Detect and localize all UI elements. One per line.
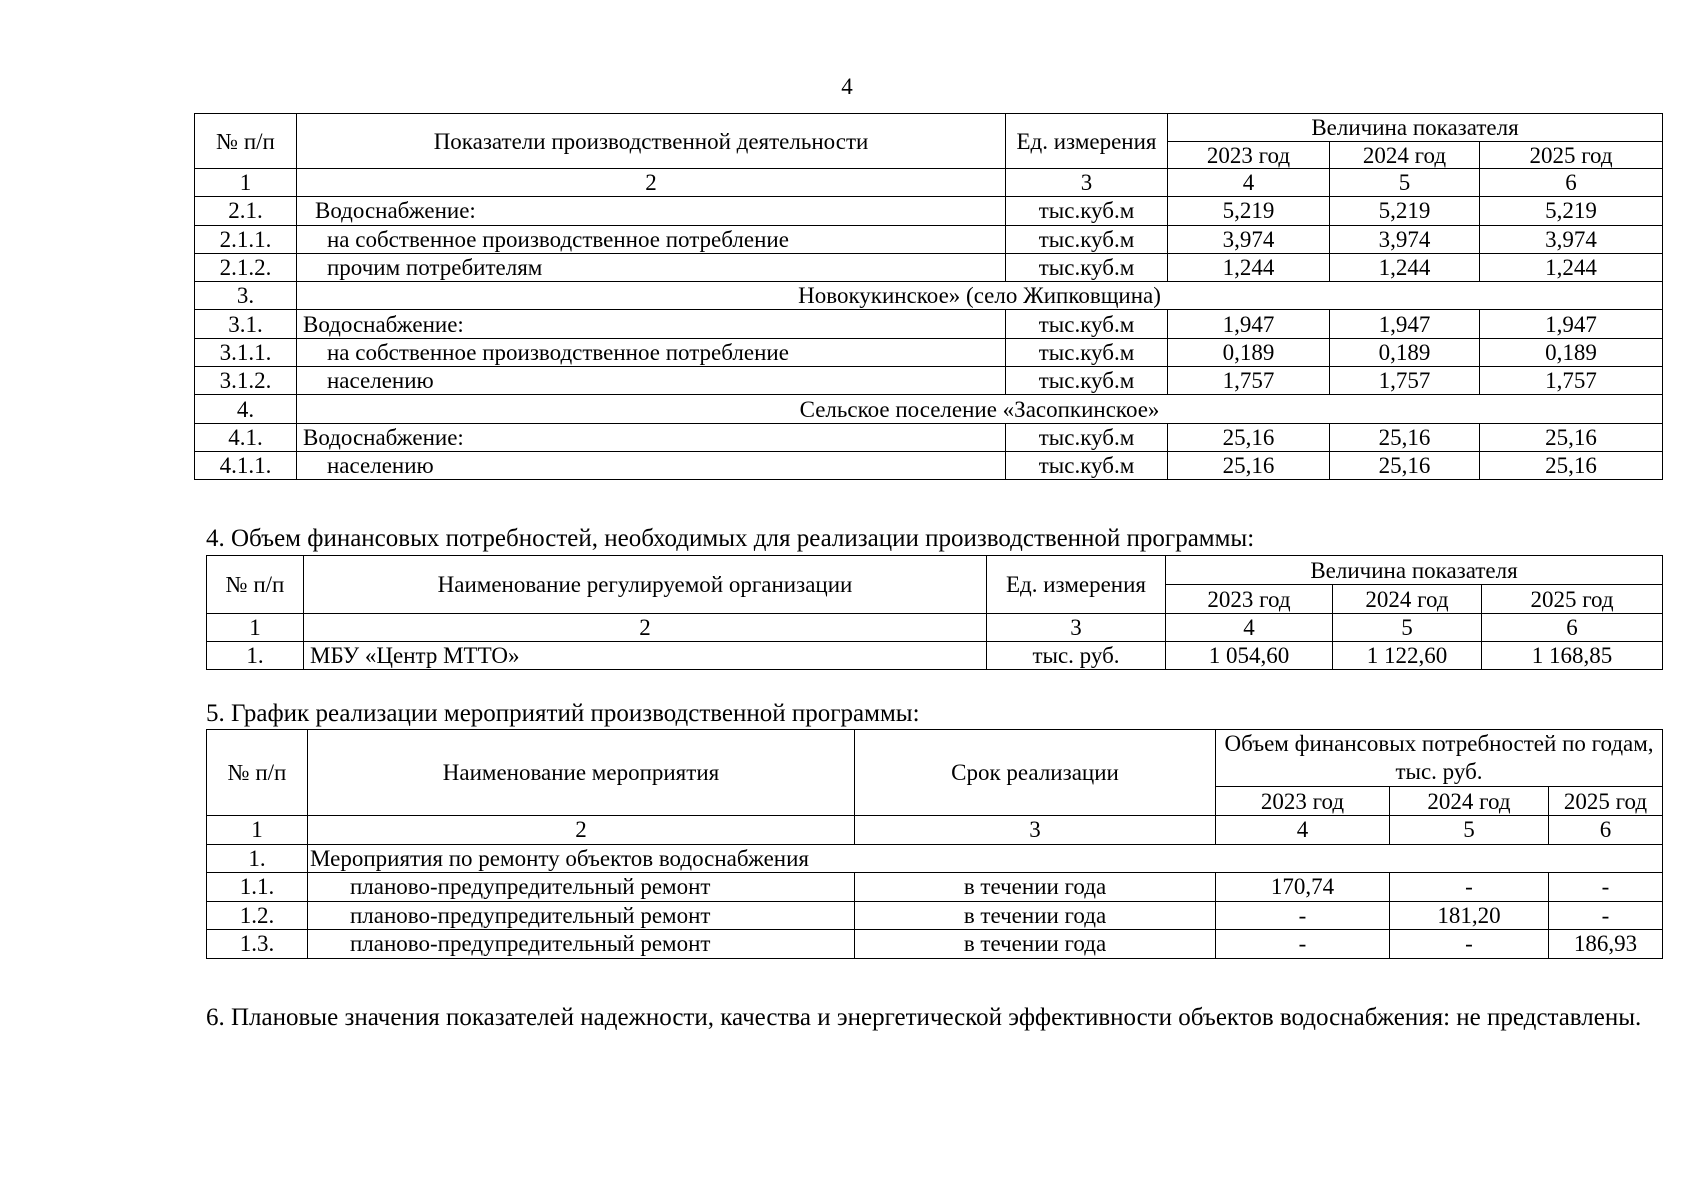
row-value-2025: 5,219 [1480,197,1663,225]
row-value-2023: 0,189 [1168,338,1330,366]
col-number: 1 [207,816,308,845]
row-value-2024: 5,219 [1330,197,1480,225]
column-number-row [207,816,1663,845]
row-unit: тыс.куб.м [1006,197,1168,225]
row-value-2025: - [1549,901,1663,930]
production-indicators-table [194,113,1663,480]
col-number: 1 [195,169,297,197]
financial-needs-table [206,555,1663,670]
header-value-group: Величина показателя [1168,114,1663,142]
table-row [207,873,1663,902]
row-unit: тыс.куб.м [1006,253,1168,281]
row-value-2025: 3,974 [1480,225,1663,253]
table-row [195,423,1663,451]
row-num: 2.1. [195,197,297,225]
schedule-table [206,729,1663,959]
table-row [207,642,1663,670]
row-value-2024: - [1390,873,1549,902]
table-row [207,930,1663,959]
row-unit: тыс.куб.м [1006,225,1168,253]
row-name: на собственное производственное потребление [297,225,1006,253]
header-org: Наименование регулируемой организации [304,556,987,614]
header-value-group: Величина показателя [1166,556,1663,585]
row-name: Водоснабжение: [297,423,1006,451]
row-unit: тыс.куб.м [1006,451,1168,479]
row-value-2025: 186,93 [1549,930,1663,959]
header-num: № п/п [207,556,304,614]
header-indicator: Показатели производственной деятельности [297,114,1006,169]
page-number: 4 [841,74,853,99]
table-row [195,338,1663,366]
header-2024: 2024 год [1330,142,1480,169]
row-value-2023: 25,16 [1168,423,1330,451]
row-value-2025: 1,947 [1480,310,1663,338]
col-number: 3 [855,816,1216,845]
col-number: 5 [1390,816,1549,845]
col-number: 3 [987,614,1166,642]
row-term: в течении года [855,873,1216,902]
row-value-2024: 25,16 [1330,423,1480,451]
row-name: планово-предупредительный ремонт [308,873,855,902]
row-num: 1.2. [207,901,308,930]
row-num: 2.1.2. [195,253,297,281]
row-value-2024: - [1390,930,1549,959]
header-unit: Ед. измерения [1006,114,1168,169]
row-unit: тыс.куб.м [1006,338,1168,366]
header-2025: 2025 год [1482,585,1663,614]
row-value-2023: 25,16 [1168,451,1330,479]
row-value-2025: 1 168,85 [1482,642,1663,670]
header-2023: 2023 год [1166,585,1333,614]
row-value-2024: 3,974 [1330,225,1480,253]
row-value-2025: 1,244 [1480,253,1663,281]
row-value-2025: 25,16 [1480,423,1663,451]
section-title: Сельское поселение «Засопкинское» [297,395,1663,423]
col-number: 2 [297,169,1006,197]
header-2023: 2023 год [1216,787,1390,816]
table-row [195,225,1663,253]
row-unit: тыс.куб.м [1006,423,1168,451]
row-value-2025: 0,189 [1480,338,1663,366]
row-value-2024: 1,244 [1330,253,1480,281]
col-number: 6 [1482,614,1663,642]
row-unit: тыс. руб. [987,642,1166,670]
row-num: 2.1.1. [195,225,297,253]
section-4-heading: 4. Объем финансовых потребностей, необходимых для реализации производственной программы: [206,525,1255,552]
row-num: 4.1.1. [195,451,297,479]
row-num: 3.1.2. [195,367,297,395]
row-name: МБУ «Центр МТТО» [304,642,987,670]
table-row [195,310,1663,338]
table-row [195,367,1663,395]
row-name: прочим потребителям [297,253,1006,281]
row-value-2023: 1,244 [1168,253,1330,281]
table-row [195,197,1663,225]
col-number: 6 [1480,169,1663,197]
row-term: в течении года [855,930,1216,959]
row-value-2024: 1,757 [1330,367,1480,395]
row-value-2025: 25,16 [1480,451,1663,479]
header-event: Наименование мероприятия [308,730,855,816]
header-2024: 2024 год [1390,787,1549,816]
row-value-2024: 1,947 [1330,310,1480,338]
col-number: 3 [1006,169,1168,197]
col-number: 6 [1549,816,1663,845]
column-number-row [207,614,1663,642]
row-name: населению [297,367,1006,395]
row-value-2023: 1,757 [1168,367,1330,395]
col-number: 5 [1333,614,1482,642]
row-name: на собственное производственное потребление [297,338,1006,366]
header-num: № п/п [195,114,297,169]
row-num: 1. [207,844,308,873]
row-name: населению [297,451,1006,479]
header-2024: 2024 год [1333,585,1482,614]
row-value-2024: 25,16 [1330,451,1480,479]
row-name: планово-предупредительный ремонт [308,930,855,959]
row-value-2025: 1,757 [1480,367,1663,395]
header-2025: 2025 год [1480,142,1663,169]
row-name: Водоснабжение: [297,197,1006,225]
section-row [195,282,1663,310]
row-value-2025: - [1549,873,1663,902]
row-value-2024: 181,20 [1390,901,1549,930]
row-num: 4.1. [195,423,297,451]
row-value-2023: 5,219 [1168,197,1330,225]
row-num: 3.1.1. [195,338,297,366]
row-value-2024: 0,189 [1330,338,1480,366]
section-row [195,395,1663,423]
row-num: 3.1. [195,310,297,338]
row-value-2023: 3,974 [1168,225,1330,253]
col-number: 4 [1216,816,1390,845]
row-num: 1. [207,642,304,670]
col-number: 5 [1330,169,1480,197]
row-value-2023: 170,74 [1216,873,1390,902]
column-number-row [195,169,1663,197]
row-term: в течении года [855,901,1216,930]
row-value-2023: 1,947 [1168,310,1330,338]
row-unit: тыс.куб.м [1006,367,1168,395]
table-row [207,901,1663,930]
row-num: 3. [195,282,297,310]
header-value-group: Объем финансовых потребностей по годам, тыс. руб. [1216,730,1663,787]
row-value-2023: - [1216,930,1390,959]
row-value-2023: 1 054,60 [1166,642,1333,670]
col-number: 4 [1168,169,1330,197]
row-num: 4. [195,395,297,423]
section-6-paragraph: 6. Плановые значения показателей надежности, качества и энергетической эффективности объектов водоснабжения: не представлены. [206,1004,1642,1031]
row-num: 1.1. [207,873,308,902]
col-number: 4 [1166,614,1333,642]
header-num: № п/п [207,730,308,816]
header-term: Срок реализации [855,730,1216,816]
row-num: 1.3. [207,930,308,959]
group-title: Мероприятия по ремонту объектов водоснабжения [308,844,1663,873]
row-name: планово-предупредительный ремонт [308,901,855,930]
header-2023: 2023 год [1168,142,1330,169]
col-number: 2 [308,816,855,845]
section-5-heading: 5. График реализации мероприятий производственной программы: [206,700,920,727]
row-unit: тыс.куб.м [1006,310,1168,338]
col-number: 2 [304,614,987,642]
table-row [195,451,1663,479]
header-2025: 2025 год [1549,787,1663,816]
row-value-2024: 1 122,60 [1333,642,1482,670]
section-title: Новокукинское» (село Жипковщина) [297,282,1663,310]
table-row [195,253,1663,281]
group-row [207,844,1663,873]
row-name: Водоснабжение: [297,310,1006,338]
header-unit: Ед. измерения [987,556,1166,614]
row-value-2023: - [1216,901,1390,930]
col-number: 1 [207,614,304,642]
